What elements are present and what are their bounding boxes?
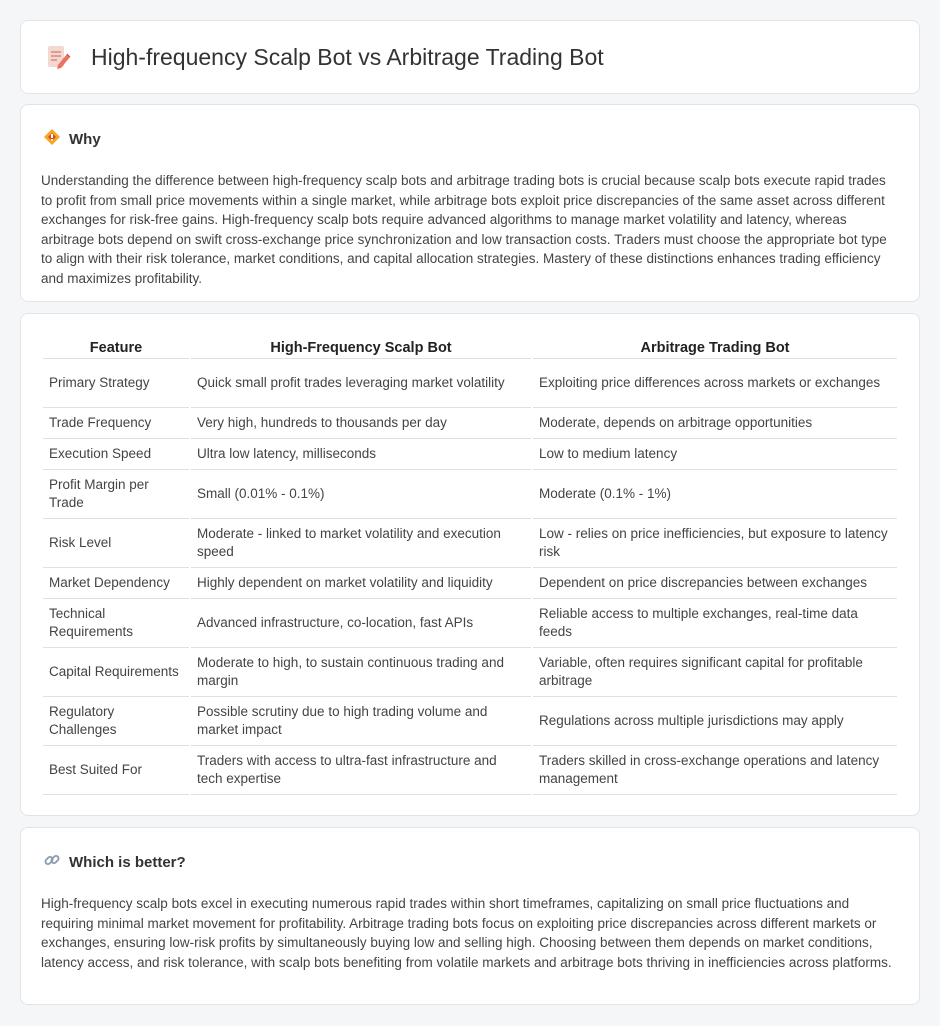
title-card [20, 20, 920, 94]
arbitrage-cell: Variable, often requires significant capital for profitable arbitrage [533, 648, 897, 697]
feature-cell: Best Suited For [43, 746, 189, 795]
document-pencil-icon [45, 44, 71, 70]
arbitrage-cell: Low - relies on price inefficiencies, but exposure to latency risk [533, 519, 897, 568]
feature-cell: Execution Speed [43, 439, 189, 470]
scalp-cell: Very high, hundreds to thousands per day [191, 408, 531, 439]
column-header-feature: Feature [43, 336, 189, 359]
scalp-cell: Small (0.01% - 0.1%) [191, 470, 531, 519]
table-row [43, 359, 897, 408]
scalp-cell: Possible scrutiny due to high trading volume and market impact [191, 697, 531, 746]
comparison-table [41, 336, 899, 795]
which-is-better-card [20, 827, 920, 1005]
feature-cell: Profit Margin per Trade [43, 470, 189, 519]
better-heading: Which is better? [69, 854, 186, 871]
page-title: High-frequency Scalp Bot vs Arbitrage Trading Bot [91, 43, 604, 70]
table-row [43, 408, 897, 439]
feature-cell: Risk Level [43, 519, 189, 568]
arbitrage-cell: Exploiting price differences across markets or exchanges [533, 359, 897, 408]
link-icon [43, 851, 69, 874]
scalp-cell: Moderate to high, to sustain continuous trading and margin [191, 648, 531, 697]
arbitrage-cell: Traders skilled in cross-exchange operations and latency management [533, 746, 897, 795]
comparison-card [20, 313, 920, 816]
table-header-row [43, 336, 897, 359]
table-row [43, 519, 897, 568]
table-row [43, 746, 897, 795]
table-row [43, 568, 897, 599]
diamond-signal-icon [43, 128, 69, 151]
feature-cell: Trade Frequency [43, 408, 189, 439]
feature-cell: Technical Requirements [43, 599, 189, 648]
scalp-cell: Moderate - linked to market volatility and execution speed [191, 519, 531, 568]
scalp-cell: Advanced infrastructure, co-location, fast APIs [191, 599, 531, 648]
why-heading: Why [69, 131, 101, 148]
table-row [43, 439, 897, 470]
scalp-cell: Traders with access to ultra-fast infrastructure and tech expertise [191, 746, 531, 795]
table-row [43, 697, 897, 746]
better-text: High-frequency scalp bots excel in executing numerous rapid trades within short timeframes, capitalizing on small price fluctuations and requiring minimal market movement for profitability. Arbitrage trading bots focus on exploiting price discrepancies across different markets or exchanges, ensuring low-risk profits by simultaneously buying low and selling high. Choosing between them depends on market conditions, latency access, and risk tolerance, with scalp bots benefiting from volatile markets and arbitrage bots thriving in inefficiencies across platforms. [41, 896, 892, 970]
arbitrage-cell: Low to medium latency [533, 439, 897, 470]
arbitrage-cell: Moderate, depends on arbitrage opportunities [533, 408, 897, 439]
arbitrage-cell: Dependent on price discrepancies between exchanges [533, 568, 897, 599]
feature-cell: Primary Strategy [43, 359, 189, 408]
table-row [43, 599, 897, 648]
table-row [43, 470, 897, 519]
scalp-cell: Ultra low latency, milliseconds [191, 439, 531, 470]
scalp-cell: Highly dependent on market volatility and liquidity [191, 568, 531, 599]
why-text: Understanding the difference between high-frequency scalp bots and arbitrage trading bots is crucial because scalp bots execute rapid trades to profit from small price movements within a single market, while arbitrage bots exploit price discrepancies of the same asset across different exchanges for risk-free gains. High-frequency scalp bots require advanced algorithms to manage market volatility and latency, whereas arbitrage bots depend on swift cross-exchange price synchronization and low transaction costs. Traders must choose the appropriate bot type to align with their risk tolerance, market conditions, and capital allocation strategies. Mastery of these distinctions enhances trading efficiency and maximizes profitability. [41, 173, 887, 286]
arbitrage-cell: Regulations across multiple jurisdictions may apply [533, 697, 897, 746]
why-card [20, 104, 920, 302]
arbitrage-cell: Moderate (0.1% - 1%) [533, 470, 897, 519]
table-row [43, 648, 897, 697]
column-header-scalp-bot: High-Frequency Scalp Bot [191, 336, 531, 359]
arbitrage-cell: Reliable access to multiple exchanges, real-time data feeds [533, 599, 897, 648]
feature-cell: Capital Requirements [43, 648, 189, 697]
feature-cell: Regulatory Challenges [43, 697, 189, 746]
column-header-arbitrage-bot: Arbitrage Trading Bot [533, 336, 897, 359]
feature-cell: Market Dependency [43, 568, 189, 599]
scalp-cell: Quick small profit trades leveraging market volatility [191, 359, 531, 408]
